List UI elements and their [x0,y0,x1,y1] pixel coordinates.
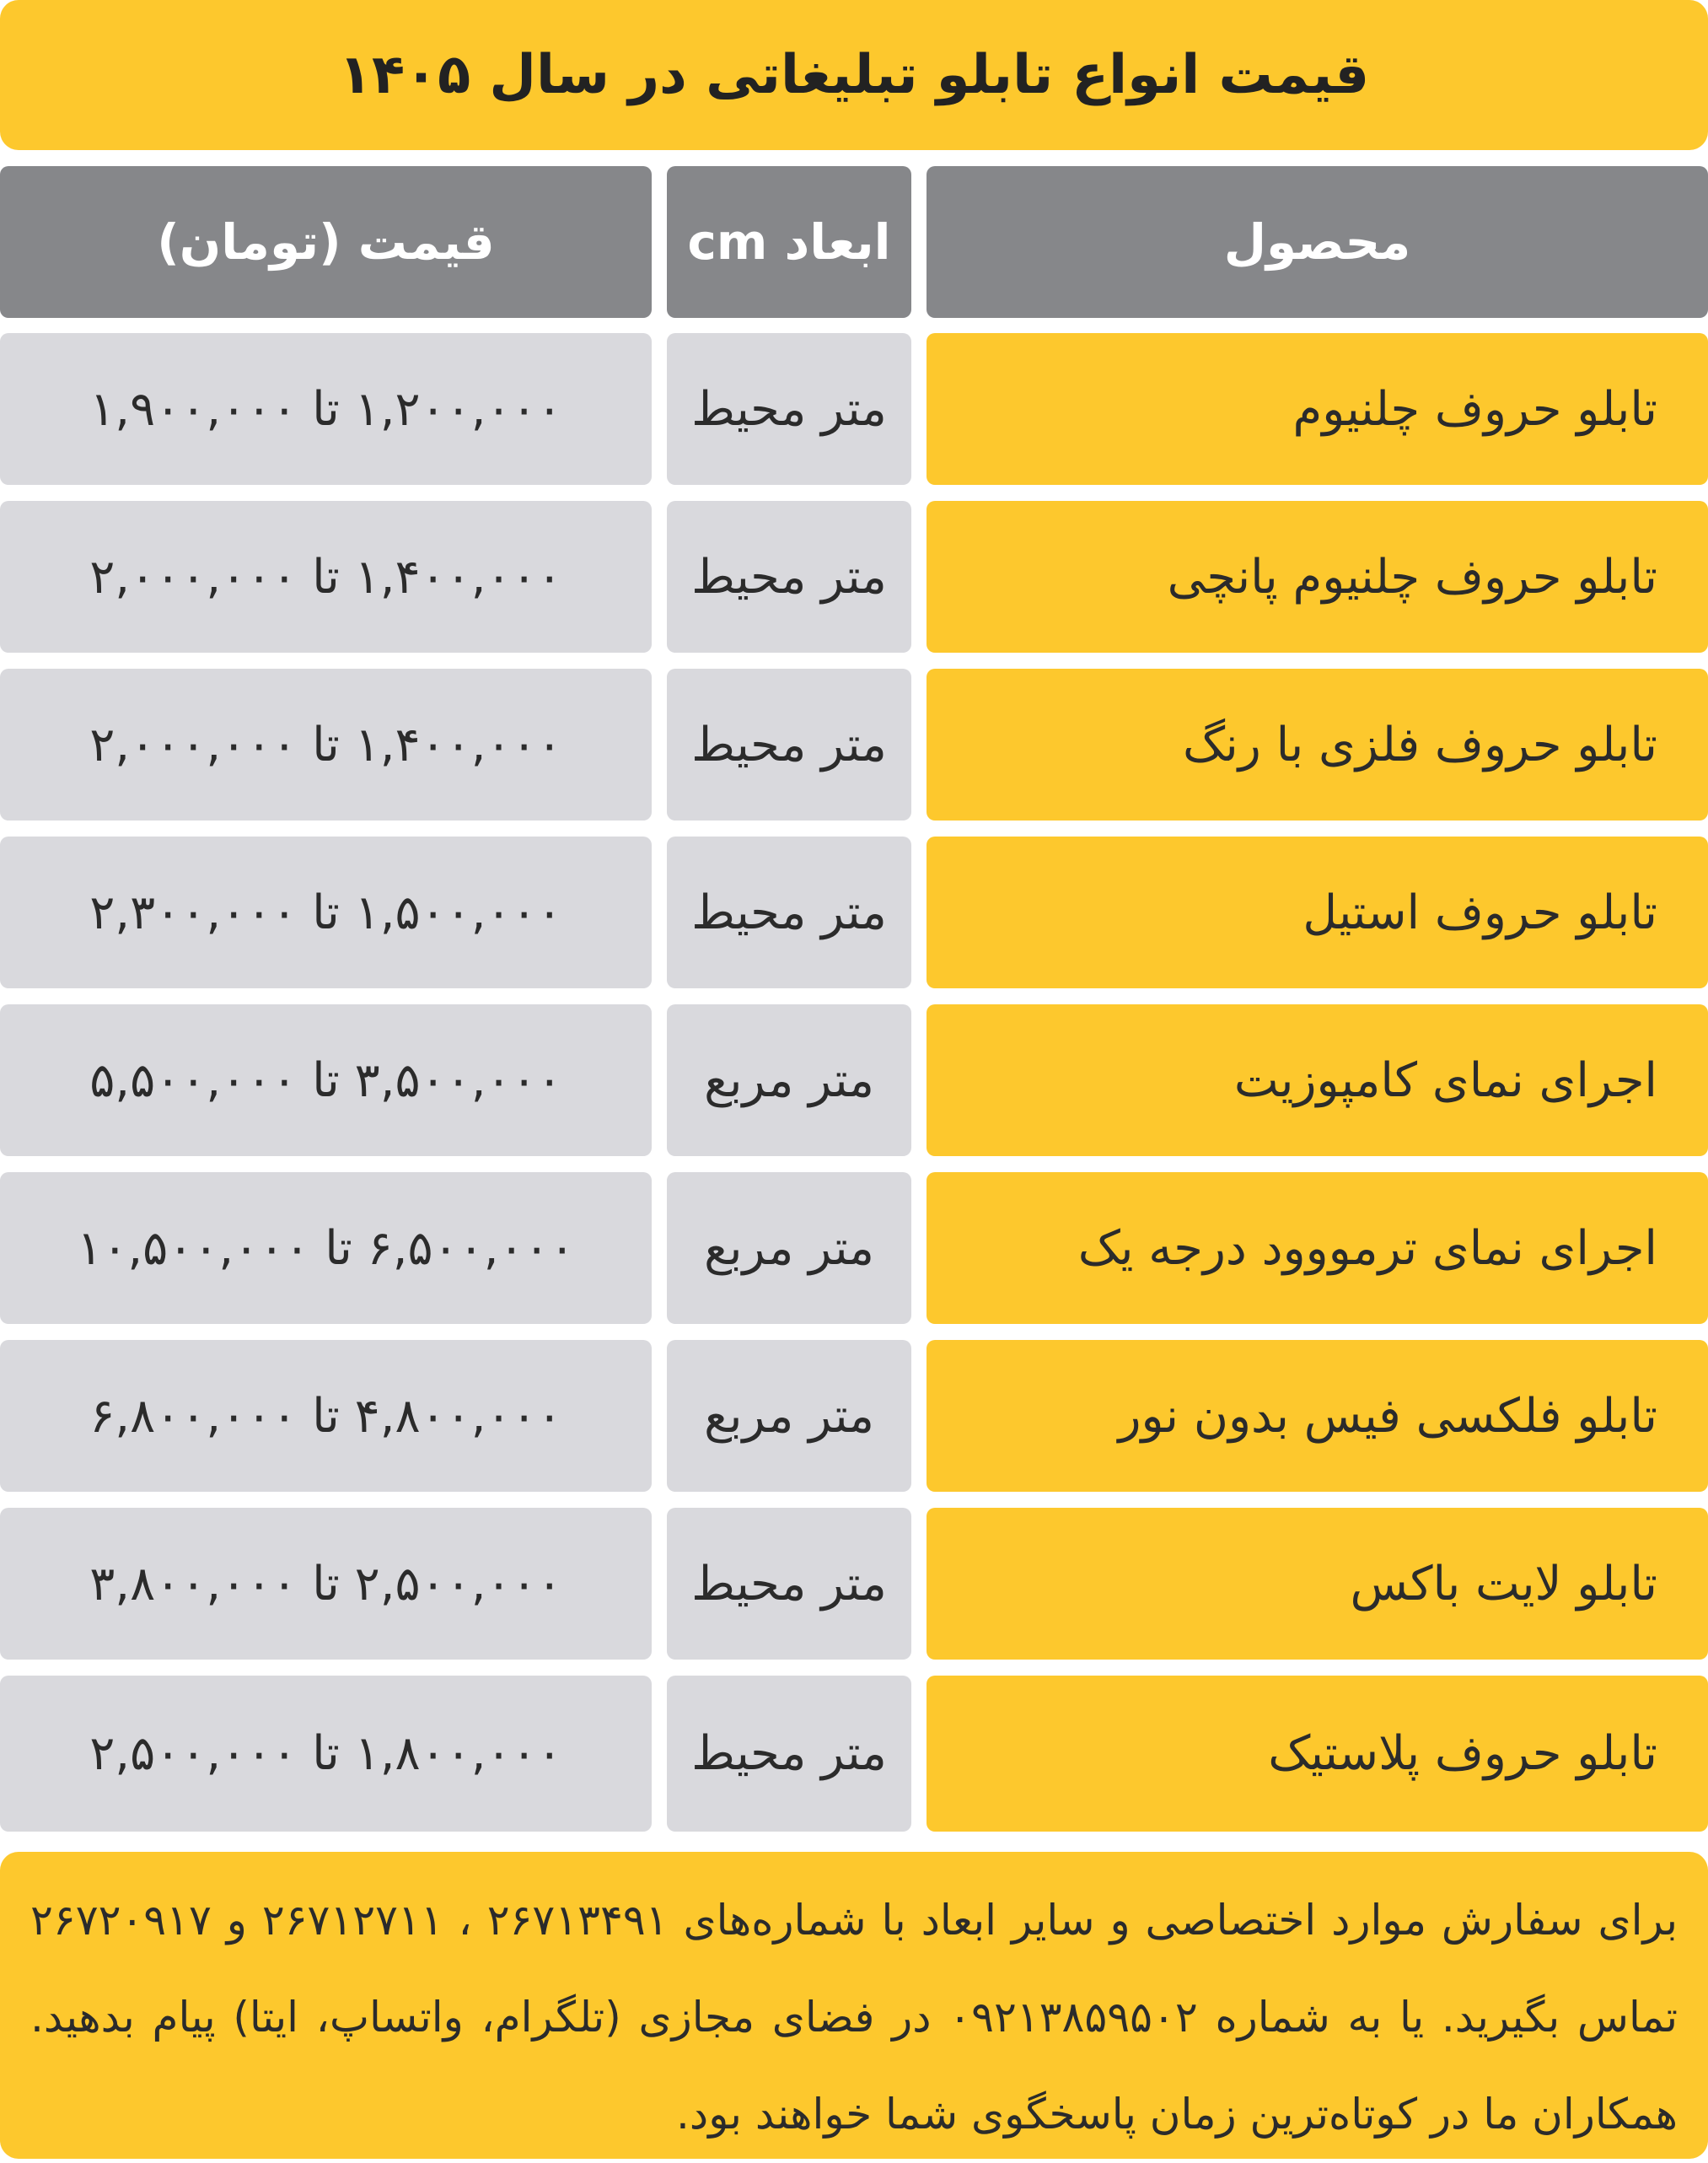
price-value: ۱,۴۰۰,۰۰۰ تا ۲,۰۰۰,۰۰۰ [89,549,562,605]
product-name: تابلو حروف فلزی با رنگ [1183,717,1657,772]
table-row-product [927,1172,1708,1324]
product-name: تابلو حروف چلنیوم [1292,381,1657,437]
page-title: قیمت انواع تابلو تبلیغاتی در سال ۱۴۰۵ [338,44,1370,106]
product-name: اجرای نمای ترمووود درجه یک [1077,1220,1657,1276]
header-dimension-label: ابعاد cm [687,213,891,271]
product-name: تابلو لایت باکس [1350,1556,1657,1611]
table-row-product [927,1508,1708,1660]
table-row-price [0,1676,652,1832]
table-row-dimension [667,1340,911,1492]
product-name: تابلو حروف استیل [1302,885,1657,940]
dimension-value: متر محیط [691,717,887,772]
contact-note-text: برای سفارش موارد اختصاصی و سایر ابعاد با شماره‌های ۲۶۷۱۳۴۹۱ ، ۲۶۷۱۲۷۱۱ و ۲۶۷۲۰۹۱۷ تماس بگیرید. یا به شماره ۰۹۲۱۳۸۵۹۵۰۲ در فضای مجازی (تلگرام، واتساپ، ایتا) پیام بدهید. همکاران ما در کوتاه‌ترین زمان پاسخگوی شما خواهند بود. [30,1896,1678,2139]
table-row-price [0,333,652,485]
product-name: اجرای نمای کامپوزیت [1233,1052,1657,1108]
table-row-dimension [667,501,911,653]
table-row-price [0,669,652,821]
table-row-dimension [667,1172,911,1324]
dimension-value: متر محیط [691,885,887,940]
price-value: ۶,۵۰۰,۰۰۰ تا ۱۰,۵۰۰,۰۰۰ [77,1220,575,1276]
price-value: ۴,۸۰۰,۰۰۰ تا ۶,۸۰۰,۰۰۰ [89,1388,562,1444]
product-name: تابلو فلکسی فیس بدون نور [1118,1388,1657,1444]
header-product [927,166,1708,318]
header-dimension [667,166,911,318]
product-name: تابلو حروف چلنیوم پانچی [1167,549,1657,605]
table-row-dimension [667,1004,911,1156]
table-row-dimension [667,1676,911,1832]
price-value: ۱,۲۰۰,۰۰۰ تا ۱,۹۰۰,۰۰۰ [89,381,562,437]
table-row-dimension [667,669,911,821]
dimension-value: متر محیط [691,549,887,605]
table-row-price [0,1508,652,1660]
contact-note [0,1852,1708,2159]
table-row-price [0,1340,652,1492]
price-value: ۱,۴۰۰,۰۰۰ تا ۲,۰۰۰,۰۰۰ [89,717,562,772]
table-row-product [927,837,1708,988]
dimension-value: متر مربع [704,1388,874,1444]
dimension-value: متر محیط [691,381,887,437]
table-row-price [0,501,652,653]
table-row-product [927,1004,1708,1156]
table-row-product [927,669,1708,821]
product-name: تابلو حروف پلاستیک [1268,1726,1657,1781]
table-row-product [927,333,1708,485]
table-row-dimension [667,837,911,988]
table-row-product [927,501,1708,653]
dimension-value: متر محیط [691,1726,887,1781]
price-value: ۱,۸۰۰,۰۰۰ تا ۲,۵۰۰,۰۰۰ [89,1726,562,1781]
dimension-value: متر مربع [704,1220,874,1276]
price-value: ۳,۵۰۰,۰۰۰ تا ۵,۵۰۰,۰۰۰ [89,1052,562,1108]
table-row-price [0,1004,652,1156]
price-value: ۱,۵۰۰,۰۰۰ تا ۲,۳۰۰,۰۰۰ [89,885,562,940]
price-value: ۲,۵۰۰,۰۰۰ تا ۳,۸۰۰,۰۰۰ [89,1556,562,1611]
header-price [0,166,652,318]
table-row-dimension [667,333,911,485]
header-product-label: محصول [1223,213,1411,271]
table-row-price [0,1172,652,1324]
header-price-label: قیمت (تومان) [157,213,495,271]
dimension-value: متر مربع [704,1052,874,1108]
table-row-product [927,1676,1708,1832]
table-row-dimension [667,1508,911,1660]
table-row-product [927,1340,1708,1492]
dimension-value: متر محیط [691,1556,887,1611]
title-banner [0,0,1708,150]
table-row-price [0,837,652,988]
